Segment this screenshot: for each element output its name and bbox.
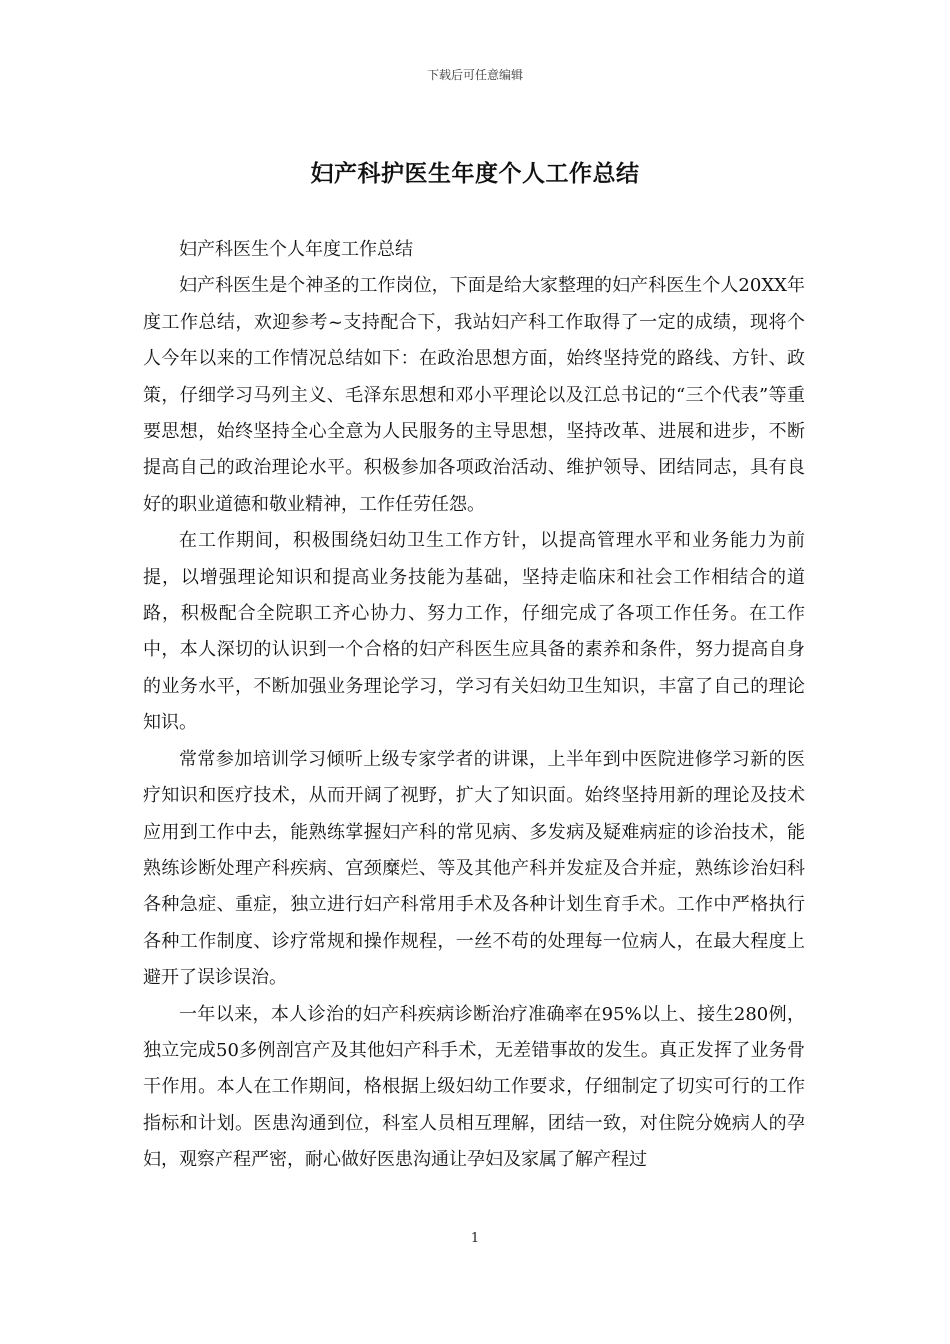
document-subtitle: 妇产科医生个人年度工作总结 [179,239,413,260]
paragraph-3: 常常参加培训学习倾听上级专家学者的讲课，上半年到中医院进修学习新的医疗知识和医疗技术，从而开阔了视野，扩大了知识面。始终坚持用新的理论及技术应用到工作中去，能熟练掌握妇产科的常见病、多发病及疑难病症的诊治技术，能熟练诊断处理产科疾病、宫颈糜烂、等及其他产科并发症及合并症，熟练诊治妇科各种急症、重症，独立进行妇产科常用手术及各种计划生育手术。工作中严格执行各种工作制度、诊疗常规和操作规程，一丝不苟的处理每一位病人，在最大程度上避开了误诊误治。 [143,748,805,989]
paragraph-4: 一年以来，本人诊治的妇产科疾病诊断治疗准确率在95%以上、接生280例，独立完成50多例剖宫产及其他妇产科手术，无差错事故的发生。真正发挥了业务骨干作用。本人在工作期间，格根据上级妇幼工作要求，仔细制定了切实可行的工作指标和计划。医患沟通到位，科室人员相互理解，团结一致，对住院分娩病人的孕妇，观察产程严密，耐心做好医患沟通让孕妇及家属了解产程过 [143,1003,805,1171]
paragraph-1: 妇产科医生是个神圣的工作岗位，下面是给大家整理的妇产科医生个人20XX年度工作总结，欢迎参考~支持配合下，我站妇产科工作取得了一定的成绩，现将个人今年以来的工作情况总结如下：在政治思想方面，始终坚持党的路线、方针、政策，仔细学习马列主义、毛泽东思想和邓小平理论以及江总书记的“三个代表”等重要思想，始终坚持全心全意为人民服务的主导思想，坚持改革、进展和进步，不断提高自己的政治理论水平。积极参加各项政治活动、维护领导、团结同志，具有良好的职业道德和敬业精神，工作任劳任怨。 [143,275,805,515]
document-title: 妇产科护医生年度个人工作总结 [310,160,640,187]
paragraph-2: 在工作期间，积极围绕妇幼卫生工作方针，以提高管理水平和业务能力为前提，以增强理论知识和提高业务技能为基础，坚持走临床和社会工作相结合的道路，积极配合全院职工齐心协力、努力工作，仔细完成了各项工作任务。在工作中，本人深切的认识到一个合格的妇产科医生应具备的素养和条件，努力提高自身的业务水平，不断加强业务理论学习，学习有关妇幼卫生知识，丰富了自己的理论知识。 [143,530,805,734]
document-body [143,232,805,1179]
page-number: 1 [470,1231,480,1246]
page-header-note: 下载后可任意编辑 [426,68,523,82]
